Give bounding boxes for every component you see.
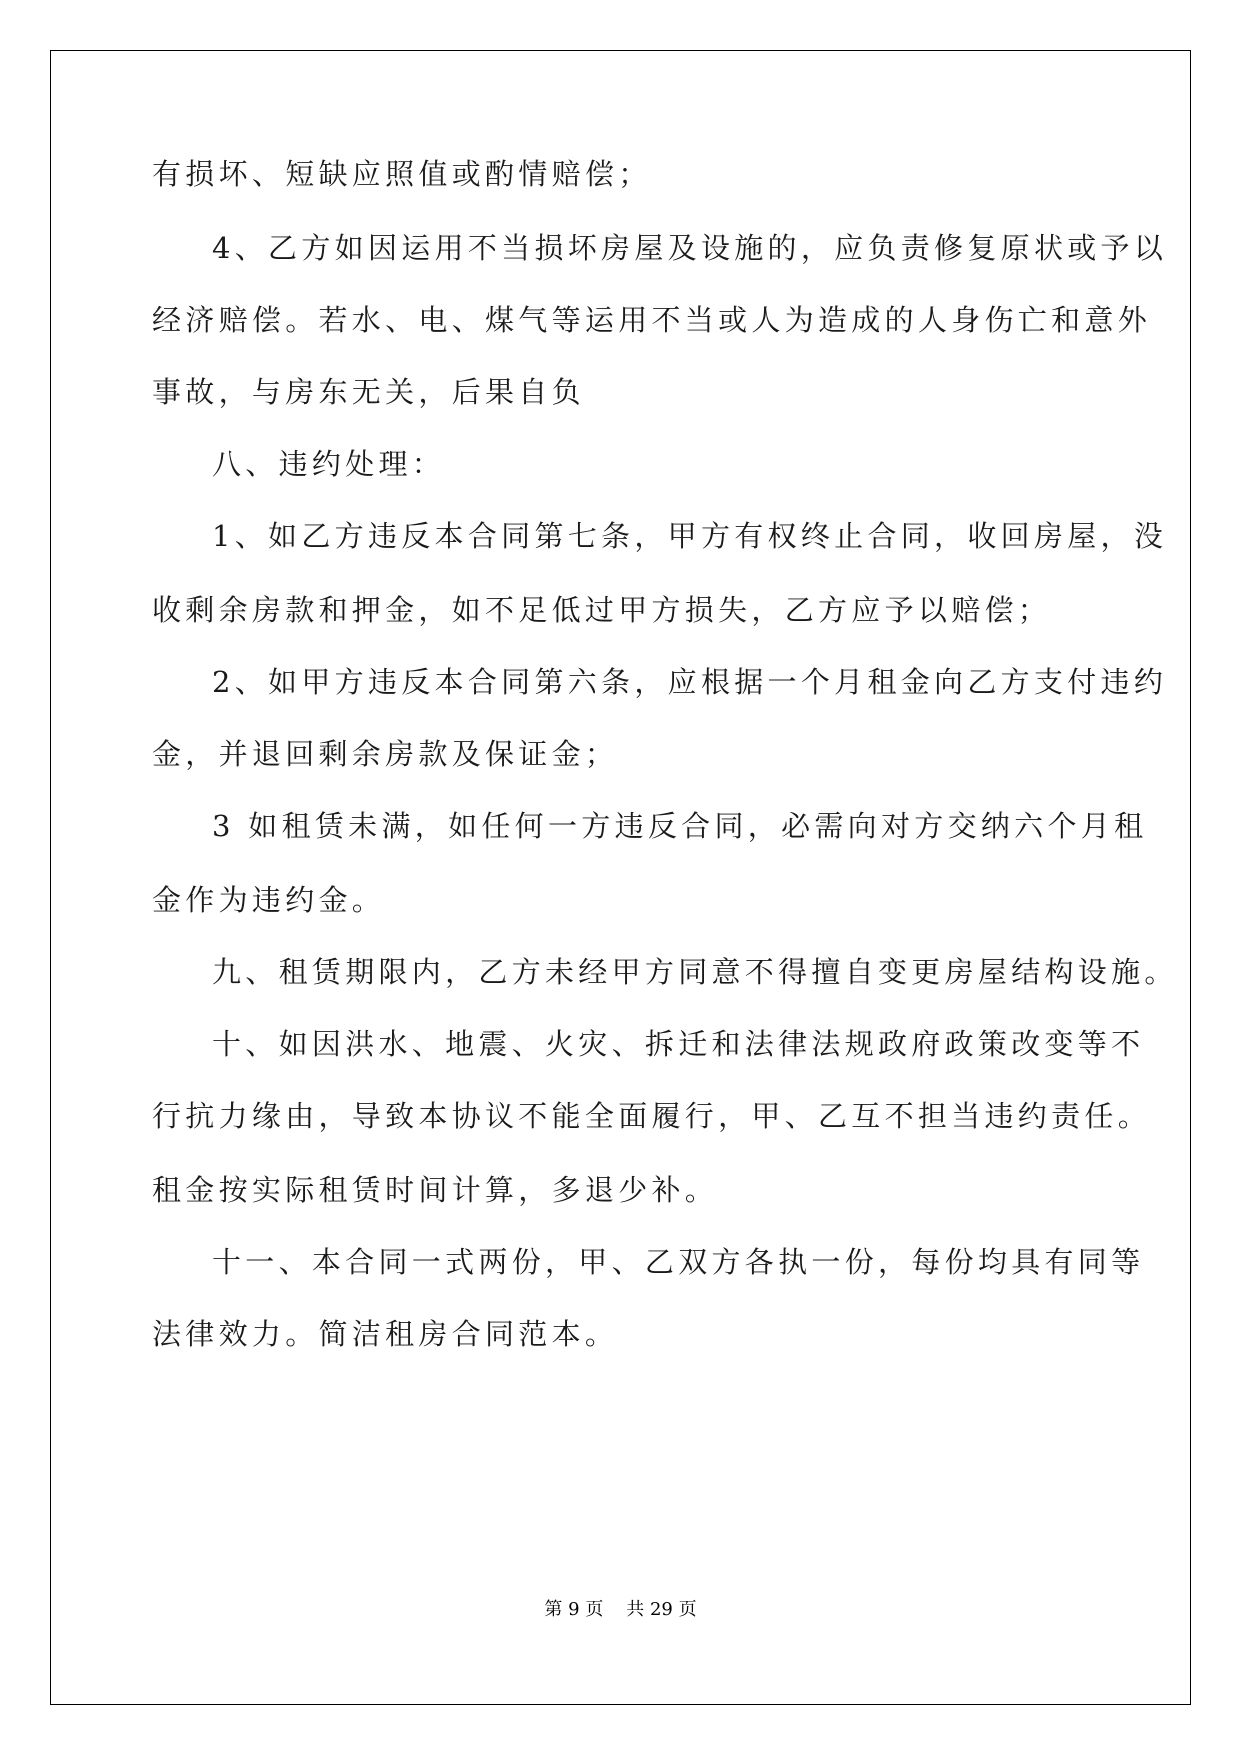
text-line: 3 如租赁未满，如任何一方违反合同，必需向对方交纳六个月租 <box>212 809 1148 843</box>
text-line: 收剩余房款和押金，如不足低过甲方损失，乙方应予以赔偿； <box>152 593 1052 627</box>
text-line: 2、如甲方违反本合同第六条，应根据一个月租金向乙方支付违约 <box>212 665 1168 699</box>
page-footer <box>0 1598 1241 1622</box>
text-line: 事故，与房东无关，后果自负 <box>152 375 585 409</box>
text-line: 金作为违约金。 <box>152 883 386 917</box>
text-line: 九、租赁期限内，乙方未经甲方同意不得擅自变更房屋结构设施。 <box>212 955 1178 989</box>
text-line: 1、如乙方违反本合同第七条，甲方有权终止合同，收回房屋，没 <box>212 519 1168 553</box>
text-line: 法律效力。简洁租房合同范本。 <box>152 1317 619 1351</box>
text-line: 行抗力缘由，导致本协议不能全面履行，甲、乙互不担当违约责任。 <box>152 1099 1152 1133</box>
text-line: 金，并退回剩余房款及保证金； <box>152 737 619 771</box>
text-line: 经济赔偿。若水、电、煤气等运用不当或人为造成的人身伤亡和意外 <box>152 303 1152 337</box>
text-line: 租金按实际租赁时间计算，多退少补。 <box>152 1173 719 1207</box>
text-line: 十、如因洪水、地震、火灾、拆迁和法律法规政府政策改变等不 <box>212 1027 1145 1061</box>
page-total: 共 29 页 <box>626 1599 697 1620</box>
page-number: 第 9 页 <box>544 1599 604 1620</box>
page-border <box>50 50 1191 1705</box>
text-line: 十一、本合同一式两份，甲、乙双方各执一份，每份均具有同等 <box>212 1245 1145 1279</box>
section-heading: 八、违约处理： <box>212 447 446 481</box>
text-line: 有损坏、短缺应照值或酌情赔偿； <box>152 157 652 191</box>
text-line: 4、乙方如因运用不当损坏房屋及设施的，应负责修复原状或予以 <box>212 231 1168 265</box>
